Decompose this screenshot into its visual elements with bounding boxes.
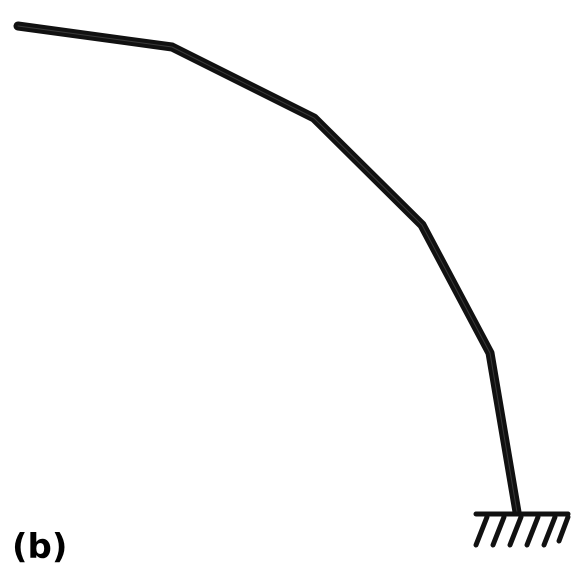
support-hatch-3 <box>510 517 521 545</box>
support-hatch-2 <box>493 517 504 545</box>
support-hatch-6 <box>559 517 568 541</box>
panel-label: (b) <box>12 527 68 567</box>
fixed-support <box>476 514 568 545</box>
support-hatch-5 <box>544 517 555 545</box>
support-hatch-1 <box>476 517 487 545</box>
deflected-beam <box>18 26 517 512</box>
support-hatch-4 <box>527 517 538 545</box>
